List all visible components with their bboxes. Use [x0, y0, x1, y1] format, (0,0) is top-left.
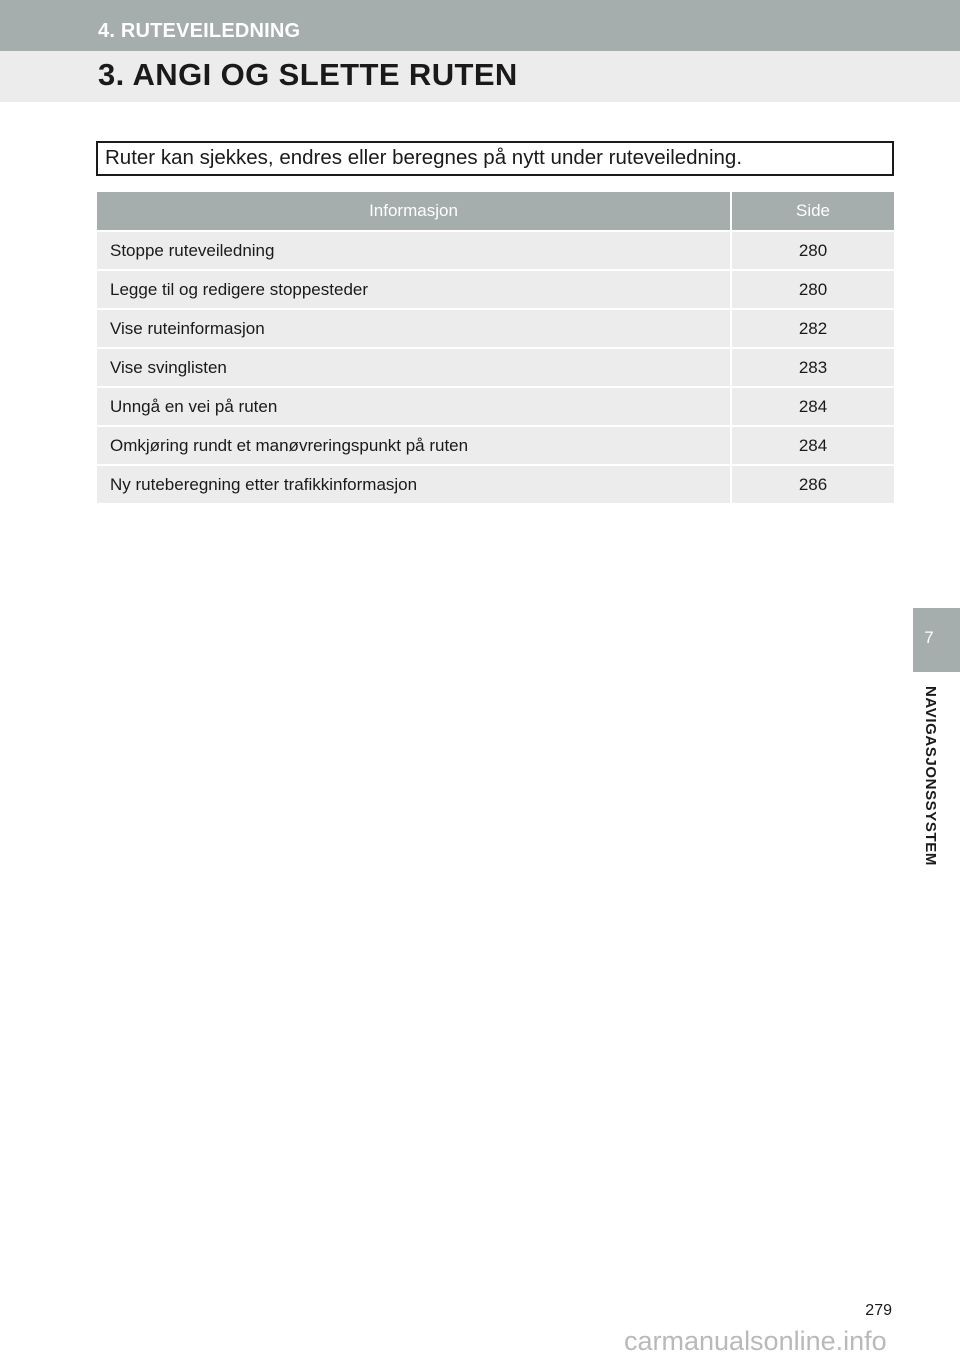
- row-info: Stoppe ruteveiledning: [97, 231, 731, 270]
- row-info: Ny ruteberegning etter trafikkinformasjon: [97, 465, 731, 504]
- row-page: 286: [731, 465, 894, 504]
- table-row: [97, 231, 894, 270]
- table-row: [97, 348, 894, 387]
- row-info: Omkjøring rundt et manøvreringspunkt på ruten: [97, 426, 731, 465]
- row-info: Legge til og redigere stoppesteder: [97, 270, 731, 309]
- chapter-label: NAVIGASJONSSYSTEM: [922, 686, 939, 866]
- page-number: 279: [865, 1302, 892, 1319]
- table-row: [97, 309, 894, 348]
- row-page: 280: [731, 270, 894, 309]
- chapter-tab: [913, 608, 960, 672]
- table-row: [97, 387, 894, 426]
- table-row: [97, 426, 894, 465]
- column-header-page: Side: [731, 192, 894, 231]
- column-header-info: Informasjon: [97, 192, 731, 231]
- row-page: 282: [731, 309, 894, 348]
- section-label: 4. RUTEVEILEDNING: [98, 20, 301, 42]
- row-page: 284: [731, 387, 894, 426]
- row-info: Unngå en vei på ruten: [97, 387, 731, 426]
- table-header-row: [97, 192, 894, 231]
- intro-box: [96, 141, 894, 176]
- table-row: [97, 465, 894, 504]
- page-title: 3. ANGI OG SLETTE RUTEN: [98, 57, 518, 92]
- row-info: Vise svinglisten: [97, 348, 731, 387]
- table-row: [97, 270, 894, 309]
- watermark: carmanualsonline.info: [624, 1326, 887, 1356]
- chapter-number: 7: [924, 628, 934, 647]
- row-info: Vise ruteinformasjon: [97, 309, 731, 348]
- row-page: 280: [731, 231, 894, 270]
- intro-text: Ruter kan sjekkes, endres eller beregnes på nytt under ruteveiledning.: [105, 146, 743, 169]
- row-page: 283: [731, 348, 894, 387]
- contents-table: [97, 192, 894, 505]
- row-page: 284: [731, 426, 894, 465]
